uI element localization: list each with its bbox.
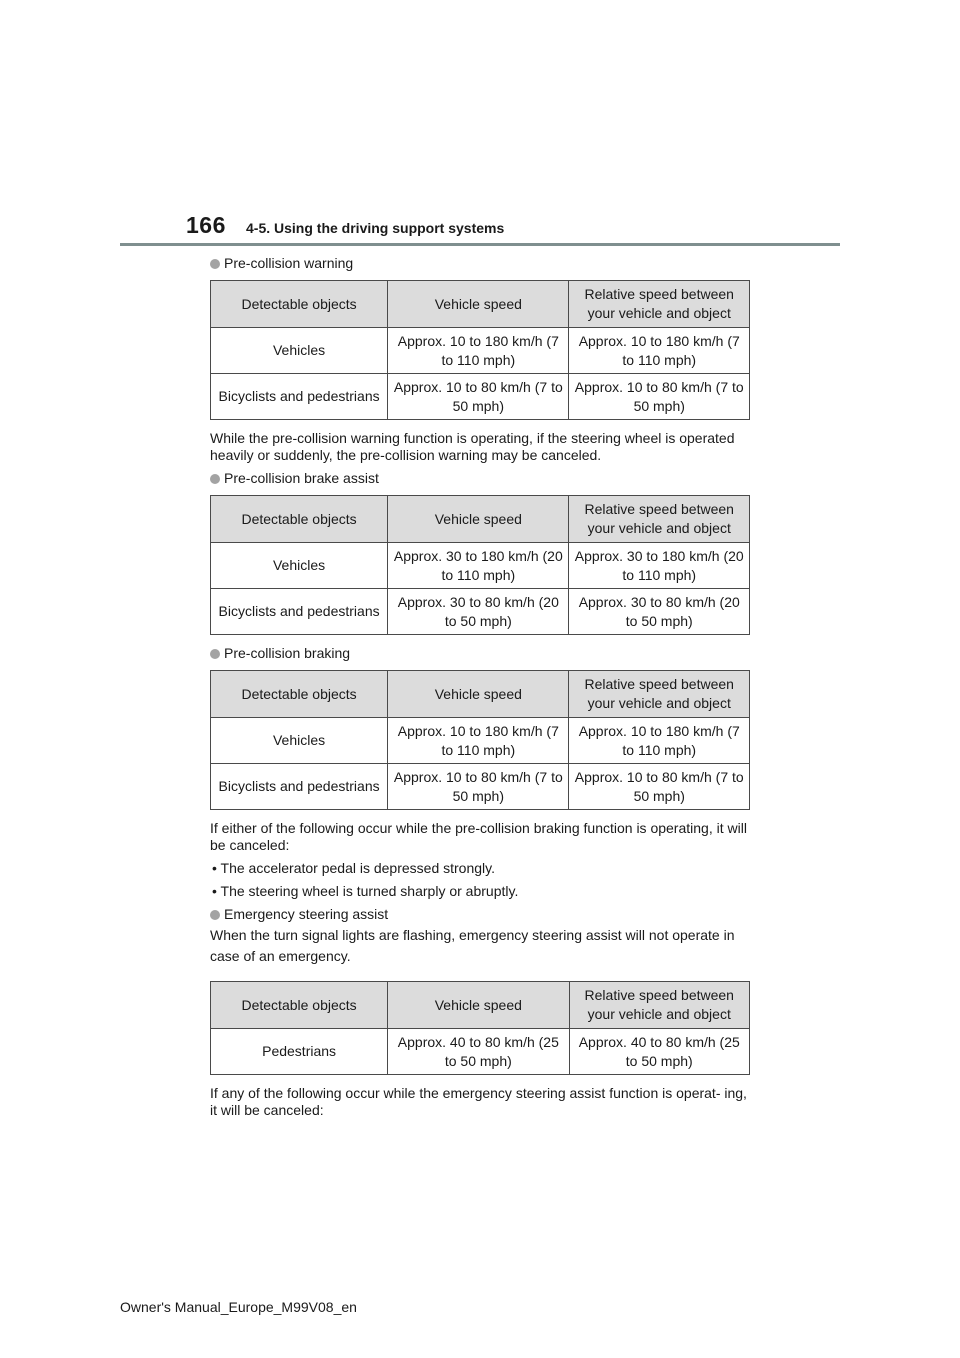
table-cell: Approx. 10 to 180 km/h (7 to 110 mph) bbox=[569, 328, 750, 374]
page-number: 166 bbox=[186, 212, 226, 238]
paragraph-note: If any of the following occur while the emergency steering assist function is operat- ing, it will be canceled: bbox=[210, 1085, 747, 1118]
table-row bbox=[211, 328, 750, 374]
list-item: • The accelerator pedal is depressed strongly. bbox=[212, 860, 495, 876]
column-header-relative-speed: Relative speed between your vehicle and object bbox=[569, 281, 750, 328]
paragraph-intro: When the turn signal lights are flashing, emergency steering assist will not operate in case of an emergency. bbox=[210, 927, 735, 964]
column-header-detectable-objects: Detectable objects bbox=[211, 496, 388, 543]
table-header-row bbox=[211, 496, 750, 543]
section-heading-emergency-steering-assist bbox=[210, 906, 750, 923]
footer-manual-id: Owner's Manual_Europe_M99V08_en bbox=[120, 1299, 357, 1315]
section-heading-pre-collision-brake-assist bbox=[210, 470, 750, 487]
column-header-vehicle-speed: Vehicle speed bbox=[388, 671, 569, 718]
column-header-relative-speed: Relative speed between your vehicle and object bbox=[569, 496, 750, 543]
table-cell: Approx. 10 to 180 km/h (7 to 110 mph) bbox=[388, 328, 569, 374]
bullet-icon bbox=[210, 649, 220, 659]
table-header-row bbox=[211, 982, 750, 1029]
paragraph-note: If either of the following occur while the pre-collision braking function is operating, it will be canceled: bbox=[210, 820, 747, 853]
header-divider bbox=[120, 243, 840, 246]
table-cell: Approx. 30 to 80 km/h (20 to 50 mph) bbox=[569, 589, 750, 635]
table-cell: Vehicles bbox=[211, 718, 388, 764]
table-cell: Approx. 30 to 180 km/h (20 to 110 mph) bbox=[569, 543, 750, 589]
table-cell: Bicyclists and pedestrians bbox=[211, 589, 388, 635]
table-cell: Bicyclists and pedestrians bbox=[211, 764, 388, 810]
table-cell: Approx. 30 to 80 km/h (20 to 50 mph) bbox=[388, 589, 569, 635]
table-cell: Approx. 40 to 80 km/h (25 to 50 mph) bbox=[569, 1029, 750, 1075]
table-cell: Pedestrians bbox=[211, 1029, 388, 1075]
table-cell: Approx. 10 to 80 km/h (7 to 50 mph) bbox=[569, 374, 750, 420]
section-heading-pre-collision-braking bbox=[210, 645, 750, 662]
section-heading-text: Pre-collision brake assist bbox=[224, 470, 379, 486]
table-cell: Approx. 10 to 80 km/h (7 to 50 mph) bbox=[388, 764, 569, 810]
bullet-icon bbox=[210, 259, 220, 269]
table-cell: Approx. 10 to 80 km/h (7 to 50 mph) bbox=[388, 374, 569, 420]
table-row bbox=[211, 718, 750, 764]
table-cell: Vehicles bbox=[211, 328, 388, 374]
paragraph-note: While the pre-collision warning function is operating, if the steering wheel is operated heavily or suddenly, the pre-collision warning may be canceled. bbox=[210, 430, 735, 463]
column-header-relative-speed: Relative speed between your vehicle and object bbox=[569, 671, 750, 718]
spec-table-emergency-steering-assist bbox=[210, 981, 750, 1075]
table-row bbox=[211, 543, 750, 589]
table-cell: Approx. 10 to 80 km/h (7 to 50 mph) bbox=[569, 764, 750, 810]
table-cell: Approx. 30 to 180 km/h (20 to 110 mph) bbox=[388, 543, 569, 589]
table-cell: Approx. 40 to 80 km/h (25 to 50 mph) bbox=[388, 1029, 569, 1075]
table-row bbox=[211, 374, 750, 420]
section-heading-pre-collision-warning bbox=[210, 255, 750, 272]
spec-table-pre-collision-warning bbox=[210, 280, 750, 420]
list-item-text: The steering wheel is turned sharply or abruptly. bbox=[220, 883, 519, 899]
table-cell: Approx. 10 to 180 km/h (7 to 110 mph) bbox=[388, 718, 569, 764]
column-header-vehicle-speed: Vehicle speed bbox=[388, 982, 569, 1029]
table-cell: Vehicles bbox=[211, 543, 388, 589]
table-header-row bbox=[211, 281, 750, 328]
bullet-icon bbox=[210, 474, 220, 484]
bullet-icon bbox=[210, 910, 220, 920]
list-item: • The steering wheel is turned sharply or abruptly. bbox=[212, 883, 519, 899]
section-heading-text: Emergency steering assist bbox=[224, 906, 389, 922]
column-header-vehicle-speed: Vehicle speed bbox=[388, 281, 569, 328]
table-cell: Approx. 10 to 180 km/h (7 to 110 mph) bbox=[569, 718, 750, 764]
table-row bbox=[211, 1029, 750, 1075]
column-header-vehicle-speed: Vehicle speed bbox=[388, 496, 569, 543]
section-title: 4-5. Using the driving support systems bbox=[246, 220, 505, 236]
table-cell: Bicyclists and pedestrians bbox=[211, 374, 388, 420]
spec-table-pre-collision-brake-assist bbox=[210, 495, 750, 635]
column-header-detectable-objects: Detectable objects bbox=[211, 671, 388, 718]
column-header-relative-speed: Relative speed between your vehicle and object bbox=[569, 982, 750, 1029]
page-body bbox=[210, 255, 750, 1125]
spec-table-pre-collision-braking bbox=[210, 670, 750, 810]
column-header-detectable-objects: Detectable objects bbox=[211, 982, 388, 1029]
table-header-row bbox=[211, 671, 750, 718]
section-heading-text: Pre-collision braking bbox=[224, 645, 351, 661]
table-row bbox=[211, 764, 750, 810]
table-row bbox=[211, 589, 750, 635]
section-heading-text: Pre-collision warning bbox=[224, 255, 354, 271]
list-item-text: The accelerator pedal is depressed strongly. bbox=[220, 860, 495, 876]
column-header-detectable-objects: Detectable objects bbox=[211, 281, 388, 328]
